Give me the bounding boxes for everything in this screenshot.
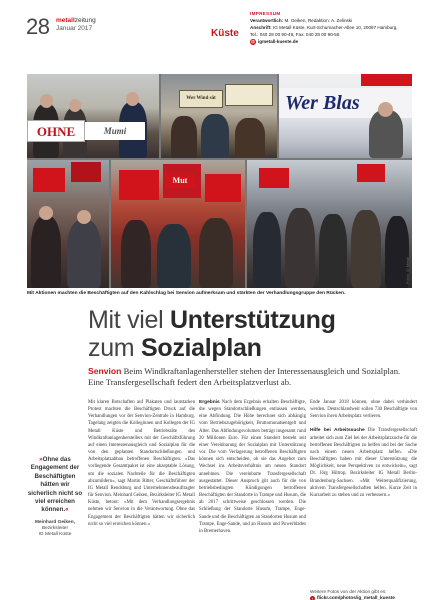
page-number: 28 <box>26 14 50 39</box>
impressum-website[interactable] <box>250 38 430 45</box>
impressum <box>250 10 430 45</box>
quote-open-mark: » <box>39 456 43 463</box>
at-icon: @ <box>250 38 256 44</box>
brand-light: zeitung <box>74 17 96 24</box>
impressum-website-link[interactable]: igmetall-kueste.de <box>258 39 299 44</box>
article-lead <box>88 366 416 388</box>
brand-name <box>56 17 96 25</box>
photo-crowd-street <box>247 160 412 288</box>
pull-quote <box>27 456 83 538</box>
quote-author: Meinhard Geiken, <box>35 519 75 525</box>
impressum-responsible-value: M. Geiken, Redaktion: A. Zelinski <box>284 18 353 23</box>
photo-protest-banner: OHNE Mumi <box>27 74 159 158</box>
impressum-address <box>250 24 430 31</box>
column-2-runin: Ergebnis <box>199 400 220 405</box>
region-label: Küste <box>211 28 239 39</box>
impressum-address-label: Anschrift: <box>250 25 272 30</box>
banner-wind: Wer Wind sät <box>186 96 216 101</box>
column-3-runin: Hilfe bei Arbeitssuche <box>310 428 365 434</box>
issue-date: Januar 2017 <box>56 24 93 32</box>
lead-company: Senvion <box>88 366 122 376</box>
photo-collage <box>27 74 412 288</box>
pull-quote-text <box>27 456 83 515</box>
banner-wer-blas: Wer Blas <box>279 88 412 118</box>
article-column-3 <box>310 399 417 499</box>
lead-text: Beim Windkraftanlagenhersteller stehen der Interessenausgleich und Sozialplan. Eine Transfergesellschaft federt den Arbeitsplatzverlust ab. <box>88 366 401 387</box>
more-photos-link <box>310 589 425 600</box>
headline-line-1 <box>88 306 418 334</box>
impressum-phone: Tel.: 040 28 00 90-49, Fax: 040 28 00 90-55 <box>250 32 340 37</box>
column-3-intro: Ende Januar 2018 können, ohne dabei verhindert werden. Deutschlandweit sollen 730 Beschäftigte von Senvion ihren Arbeitsplatz verlieren. <box>310 400 417 420</box>
photo-caption: Mit Aktionen machten die Beschäftigten auf den Kahlschlag bei Senvion aufmerksam und stärkten der Verhandlungsgruppe den Rücken. <box>27 291 346 296</box>
brand-bold: metall <box>56 17 75 24</box>
headline-2-bold: Sozialplan <box>140 334 262 362</box>
quote-close-mark: « <box>65 506 69 514</box>
quote-org: IG Metall Küste <box>38 531 72 537</box>
arrow-right-icon: › <box>311 595 314 600</box>
banner-ohne: OHNE <box>27 120 85 142</box>
quote-body: Ohne das Engagement der Beschäftigten hätten wir sicherlich nicht so viel erreichen können. <box>27 456 83 514</box>
flickr-link[interactable] <box>310 595 425 600</box>
impressum-responsible <box>250 17 430 24</box>
impressum-heading: IMPRESSUM <box>250 11 281 16</box>
photo-crowd-flags <box>27 160 109 288</box>
article-column-2 <box>199 399 306 535</box>
article-headline <box>88 306 418 362</box>
quote-role: Bezirksleiter <box>41 525 69 531</box>
publication-brand <box>56 17 96 32</box>
headline-line-2 <box>88 334 418 362</box>
photo-banner-wer-blas <box>279 74 412 158</box>
flickr-url[interactable]: flickr.com/photos/ig_metall_kueste <box>317 595 395 600</box>
photo-red-flags <box>111 160 245 288</box>
column-3-text: Die Transfergesellschaft arbeitet sich zum Ziel bei der Arbeitsplatzsuche für die betroffenen Beschäftigten zu helfen und bei der Suche nach einem neuen Arbeitsplatz helfen. »Die Beschäftigten haben mit dieser Unterstützung die Möglichkeit, neue Perspektiven zu entwickeln«, sagt Dr. Jörg Hiltrop, Bezirksleiter IG Metall Berlin-Brandenburg-Sachsen. »Mit Weiterqualifizierung, aktivem Transfergesellschaften helfen. Kurze Zeit in Kurzarbeit zu stehen und zu verbessern.« <box>310 428 417 498</box>
column-2-text: Nach dem Ergebnis erhalten Beschäftigte, die wegen Standortschließungen entlassen werden, eine Abfindung. Die Höhe berechnet sich abhängig vom Betriebszugehörigkeit, Bruttomonatsentgelt und Alter. Das Abfindungsvolumen beträgt insgesamt rund 20 Millionen Euro. Für einen Standort besteht seit einer Vereinbarung der Sozialplan mit Unterstützung vor. Die vom Verlagerung betroffenen Beschäftigten können sich entscheiden, ob sie das Angebot zum Wechsel ins Arbeitsverhältnis am neuen Standort annehmen. Die vereinbarte Transfergesellschaft ausgestattet. Dieser Anspruch gilt auch für die von betriebsbedingten Kündigungen betroffenen Beschäftigten der Standorte in Trampe und Husum, die ab 2017 schrittweise geschlossen werden. Die Schließung der Standorte Husum, Trampe, Enge-Sande und die Beschäftigten an Standorten Husum und Trampe, Enge-Sande, und an Husum und Powerblades in Bremerhaven. <box>199 400 306 534</box>
pull-quote-attribution <box>27 520 83 538</box>
impressum-responsible-label: Verantwortlich: <box>250 18 284 23</box>
banner-mut: Mut <box>165 174 195 188</box>
impressum-address-value: IG Metall Küste, Kurt-Schumacher-Allee 10, 20097 Hamburg, <box>272 25 398 30</box>
article-column-1: Mit klaren Botschaften auf Plakaten und lautstarken Protest machten die Beschäftigten Druck auf die Verhandlungen vor der Senvion-Zentrale in Hamburg. Tagelang zeigten die Kolleginnen und Kollegen der IG Metall Küste und Betriebsräte des Windkraftanlagenherstellers mit der Geschäftsführung auf einen Interessenausgleich und Sozialplan für die von den geplanten Standortschließungen und Arbeitsplatzabbau betroffenen Beschäftigten. »Das vorliegende Gesamtpaket ist eine akzeptable Lösung, um die sozialen Nachteile für die Beschäftigten abzumildern«, sagt Martin Ritter, Geschäftsführer der IG Metall Rendsburg und Unternehmensbeauftragter für Senvion. Meinhard Geiken, Bezirksleiter IG Metall Küste, betont: »Mit dem Verhandlungsergebnis nehmen wir Senvion in die Verantwortung. Ohne das Engagement der Beschäftigten hätten wir sicherlich nicht so viel erreichen können.« <box>88 400 195 527</box>
headline-2-light: zum <box>88 334 141 362</box>
photo-protest-signs <box>161 74 277 158</box>
photo-credit: Fotos: IG Metall <box>406 257 410 284</box>
headline-1-light: Mit viel <box>88 306 171 334</box>
column-3-section <box>310 427 417 499</box>
headline-1-bold: Unterstützung <box>170 306 336 334</box>
more-photos-intro: Weitere Fotos von der Aktion gibt es: <box>310 589 387 594</box>
